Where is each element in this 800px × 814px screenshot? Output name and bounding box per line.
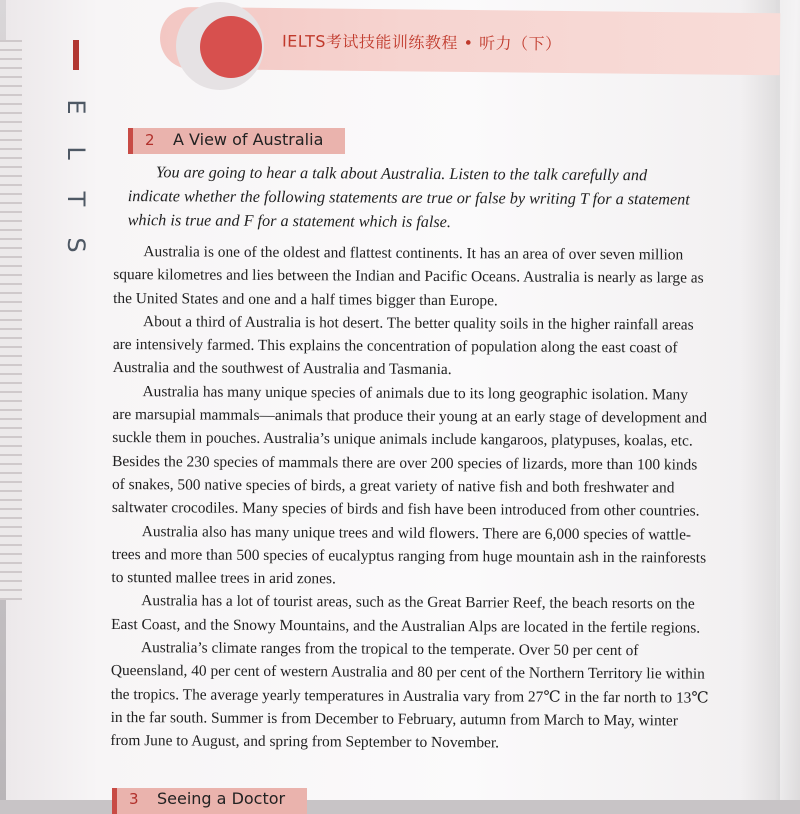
next-section-number: 3 [129, 790, 139, 808]
paragraph-line: square kilometres and lies between the Indian and Pacific Oceans. Australia is nearly as large as [113, 266, 704, 287]
paragraph-line: in the far south. Summer is from December to February, autumn from March to May, winter [110, 708, 678, 730]
section-heading [128, 128, 345, 154]
page-stack-edge [0, 40, 22, 600]
paragraph-line: Besides the 230 species of mammals there are over 200 species of lizards, more than 100 kinds [112, 452, 698, 474]
paragraph-line: Australia and the southwest of Australia and Tasmania. [112, 359, 452, 379]
paragraph-line: East Coast, and the Snowy Mountains, and the Australian Alps are located in the fertile regions. [111, 615, 701, 637]
side-ielts-label [58, 40, 94, 268]
side-letter: S [62, 237, 90, 253]
paragraph-line: are intensively farmed. This explains the concentration of population along the east coast of [112, 336, 678, 357]
paragraph-line: the United States and one and a half times bigger than Europe. [113, 289, 498, 309]
paragraph-line: Australia has many unique species of animals due to its long geographic isolation. Many [142, 382, 689, 404]
paragraph-line: Queensland, 40 per cent of western Australia and 80 per cent of the Northern Territory lie within [110, 662, 705, 683]
section-title: A View of Australia [173, 130, 324, 149]
paragraph-line: Australia’s climate ranges from the tropical to the temperate. Over 50 per cent of [140, 639, 639, 660]
section-number: 2 [145, 131, 155, 149]
paragraph-line: Australia is one of the oldest and flattest continents. It has an area of over seven million [143, 243, 684, 264]
paragraph-line: saltwater crocodiles. Many species of birds and fish have been introduced from other countries. [111, 499, 700, 520]
paragraph-line: from June to August, and spring from September to November. [110, 732, 500, 752]
instructions [114, 160, 754, 236]
instruction-line: indicate whether the following statements are true or false by writing T for a statement [127, 187, 690, 209]
header-circle-accent [200, 16, 262, 78]
section-body [110, 160, 754, 756]
book-title: IELTS考试技能训练教程 • 听力（下） [281, 31, 562, 54]
next-section-heading [112, 788, 307, 814]
paragraph-line: are marsupial mammals—animals that produce their young at an early stage of development and [112, 406, 707, 427]
paragraph-line: to stunted mallee trees in arid zones. [111, 569, 336, 588]
paragraph [111, 589, 751, 640]
paragraph [112, 380, 753, 524]
side-letter: E [62, 99, 90, 115]
paragraph-line: Australia has a lot of tourist areas, such as the Great Barrier Reef, the beach resorts on the [141, 592, 695, 614]
paragraph-line: Australia also has many unique trees and wild flowers. There are 6,000 species of wattle- [141, 522, 692, 544]
instruction-line: You are going to hear a talk about Australia. Listen to the talk carefully and [155, 163, 648, 185]
next-section-title: Seeing a Doctor [157, 789, 286, 808]
paragraph-line: the tropics. The average yearly temperatures in Australia vary from 27℃ in the far north to 13℃ [110, 685, 709, 707]
paragraph-line: trees and more than 500 species of eucalyptus ranging from huge mountain ash in the rainforests [111, 545, 707, 567]
paragraph-line: suckle them in pouches. Australia’s unique animals include kangaroos, platypuses, koalas, etc. [112, 429, 693, 450]
instruction-line: which is true and F for a statement which is false. [127, 211, 451, 232]
paragraph [110, 636, 751, 756]
paragraph [111, 520, 751, 594]
paragraph [113, 240, 753, 314]
paragraph-line: About a third of Australia is hot desert. The better quality soils in the higher rainfall areas [142, 313, 694, 334]
side-bar-accent [73, 40, 79, 70]
paragraph-line: of snakes, 500 native species of birds, a great variety of native fish and both freshwater and [111, 475, 675, 497]
side-letter: T [62, 191, 90, 207]
paragraph [113, 310, 753, 384]
side-letter: L [62, 146, 90, 160]
